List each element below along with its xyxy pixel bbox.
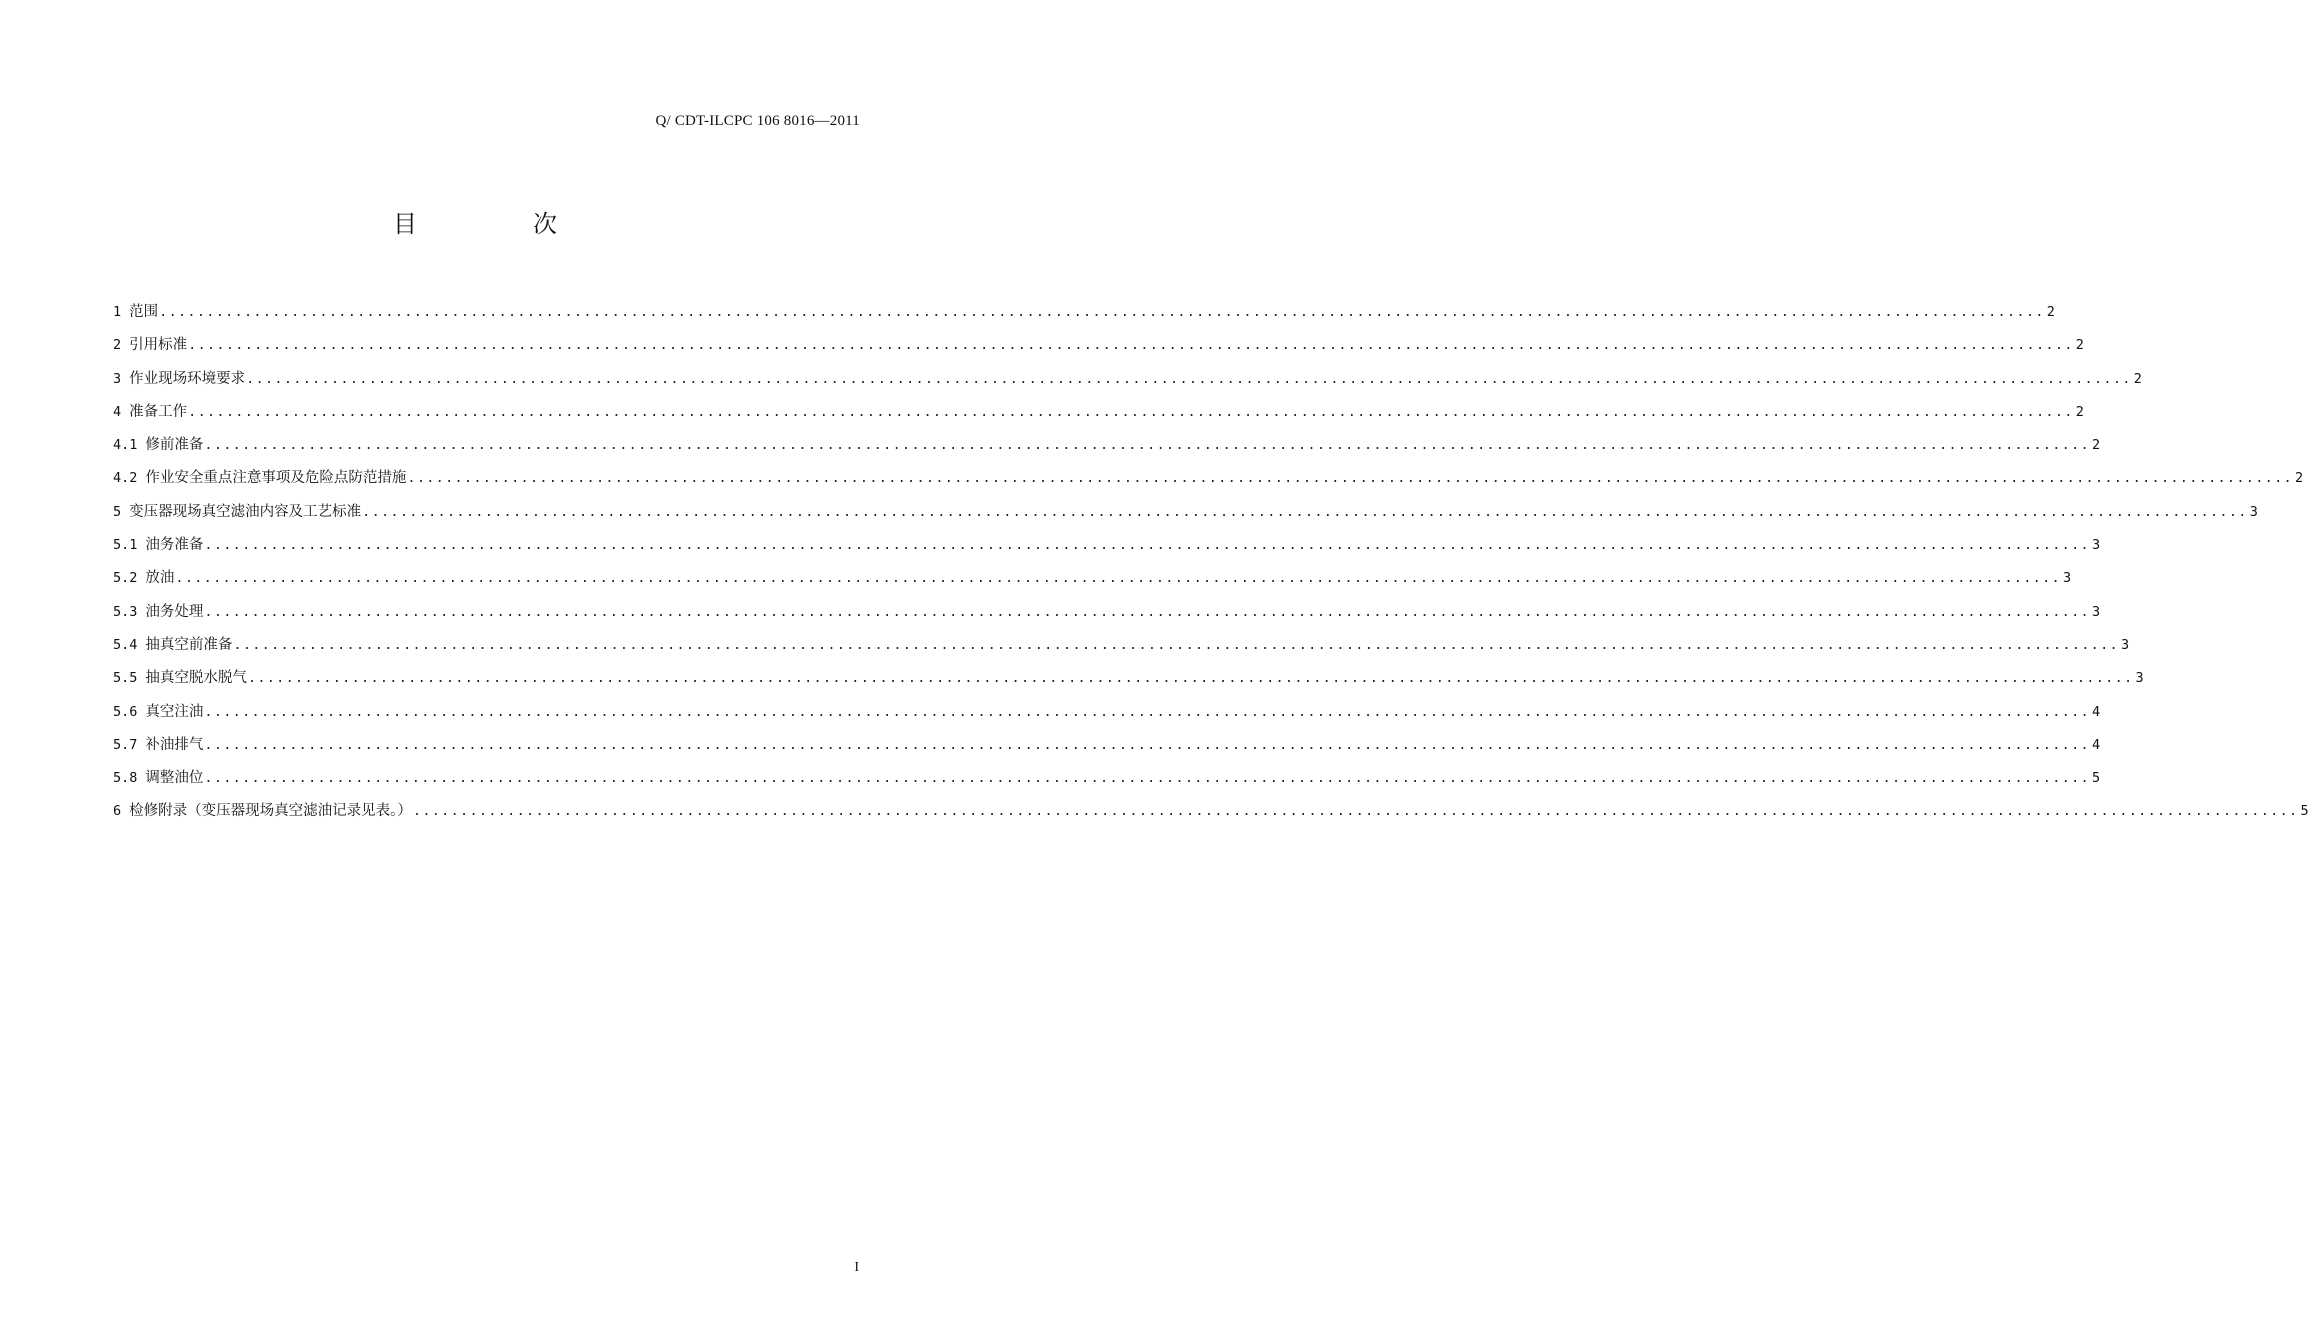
toc-entry-number: 4.1 [113, 437, 138, 454]
toc-entry-page: 4 [2091, 736, 2101, 753]
toc-leader-dots: ........................................................................................................................................................................................................ [204, 736, 2090, 753]
toc-entry-page: 2 [2075, 337, 2084, 354]
toc-entry-title: 作业安全重点注意事项及危险点防范措施 [145, 470, 407, 487]
toc-leader-dots: ........................................................................................................................................................................................................ [188, 337, 2074, 354]
toc-leader-dots: ........................................................................................................................................................................................................ [247, 670, 2134, 687]
toc-entry-5-6[interactable] [113, 700, 2101, 733]
toc-leader-dots: ........................................................................................................................................................................................................ [204, 603, 2090, 620]
toc-entry-number: 6 [113, 803, 122, 820]
toc-entry-page: 2 [2075, 403, 2084, 420]
toc-entry-number: 5.2 [113, 570, 138, 587]
toc-leader-dots: ........................................................................................................................................................................................................ [412, 803, 2299, 820]
toc-entry-page: 3 [2091, 537, 2101, 554]
toc-entry-title: 补油排气 [145, 736, 204, 753]
toc-entry-5-8[interactable] [113, 766, 2101, 799]
toc-entry-4[interactable] [113, 400, 2084, 433]
table-of-contents [113, 300, 2309, 833]
toc-leader-dots: ........................................................................................................................................................................................................ [362, 503, 2248, 520]
toc-entry-page: 2 [2294, 470, 2304, 487]
toc-entry-number: 5.3 [113, 603, 138, 620]
toc-entry-3[interactable] [113, 367, 2142, 400]
toc-entry-number: 4.2 [113, 470, 138, 487]
toc-entry-page: 3 [2135, 670, 2144, 687]
toc-entry-title: 修前准备 [145, 437, 204, 454]
toc-entry-title: 调整油位 [145, 770, 204, 787]
toc-entry-title: 抽真空脱水脱气 [145, 670, 247, 687]
toc-entry-title: 真空注油 [145, 703, 204, 720]
toc-entry-number: 5.1 [113, 537, 138, 554]
toc-entry-page: 3 [2249, 503, 2258, 520]
toc-entry-title: 准备工作 [129, 403, 188, 420]
toc-entry-5-2[interactable] [113, 566, 2072, 599]
toc-entry-title: 范围 [129, 304, 159, 320]
toc-leader-dots: ........................................................................................................................................................................................................ [175, 570, 2061, 587]
toc-entry-page: 5 [2091, 770, 2101, 787]
toc-entry-title: 油务准备 [145, 537, 204, 554]
toc-entry-number: 5 [113, 503, 122, 520]
toc-leader-dots: ........................................................................................................................................................................................................ [246, 370, 2132, 387]
toc-entry-number: 4 [113, 403, 122, 420]
toc-entry-page: 2 [2046, 304, 2055, 320]
toc-entry-title: 检修附录（变压器现场真空滤油记录见表。） [129, 803, 412, 820]
toc-entry-page: 2 [2091, 437, 2101, 454]
toc-entry-number: 5.6 [113, 703, 138, 720]
toc-entry-5-3[interactable] [113, 600, 2101, 633]
toc-leader-dots: ........................................................................................................................................................................................................ [159, 304, 2045, 320]
toc-entry-title: 放油 [145, 570, 175, 587]
toc-entry-title: 抽真空前准备 [145, 636, 233, 653]
toc-leader-dots: ........................................................................................................................................................................................................ [204, 770, 2090, 787]
toc-title: 目 次 [393, 210, 603, 238]
toc-leader-dots: ........................................................................................................................................................................................................ [188, 403, 2074, 420]
toc-entry-5-1[interactable] [113, 533, 2101, 566]
document-code: Q/ CDT-ILCPC 106 8016—2011 [655, 113, 860, 129]
toc-entry-number: 1 [113, 304, 122, 320]
toc-entry-title: 油务处理 [145, 603, 204, 620]
toc-entry-number: 5.5 [113, 670, 138, 687]
toc-entry-5-5[interactable] [113, 666, 2144, 699]
toc-entry-page: 5 [2300, 803, 2309, 820]
toc-entry-number: 5.7 [113, 736, 138, 753]
toc-entry-4-2[interactable] [113, 466, 2304, 499]
page-number: I [854, 1260, 859, 1275]
toc-entry-page: 4 [2091, 703, 2101, 720]
toc-entry-6[interactable] [113, 799, 2309, 832]
toc-entry-page: 3 [2091, 603, 2101, 620]
toc-entry-title: 变压器现场真空滤油内容及工艺标准 [129, 503, 362, 520]
toc-entry-title: 作业现场环境要求 [129, 370, 246, 387]
toc-entry-2[interactable] [113, 333, 2084, 366]
toc-entry-page: 2 [2133, 370, 2142, 387]
toc-entry-page: 3 [2062, 570, 2072, 587]
toc-leader-dots: ........................................................................................................................................................................................................ [204, 703, 2090, 720]
toc-entry-title: 引用标准 [129, 337, 188, 354]
toc-entry-page: 3 [2120, 636, 2130, 653]
toc-entry-5-4[interactable] [113, 633, 2130, 666]
toc-entry-number: 5.4 [113, 636, 138, 653]
toc-entry-number: 2 [113, 337, 122, 354]
toc-leader-dots: ........................................................................................................................................................................................................ [233, 636, 2119, 653]
toc-leader-dots: ........................................................................................................................................................................................................ [407, 470, 2293, 487]
toc-entry-1[interactable] [113, 300, 2055, 333]
toc-entry-number: 5.8 [113, 770, 138, 787]
toc-entry-4-1[interactable] [113, 433, 2101, 466]
toc-leader-dots: ........................................................................................................................................................................................................ [204, 537, 2090, 554]
toc-leader-dots: ........................................................................................................................................................................................................ [204, 437, 2090, 454]
toc-entry-number: 3 [113, 370, 122, 387]
toc-entry-5[interactable] [113, 500, 2258, 533]
toc-entry-5-7[interactable] [113, 733, 2101, 766]
